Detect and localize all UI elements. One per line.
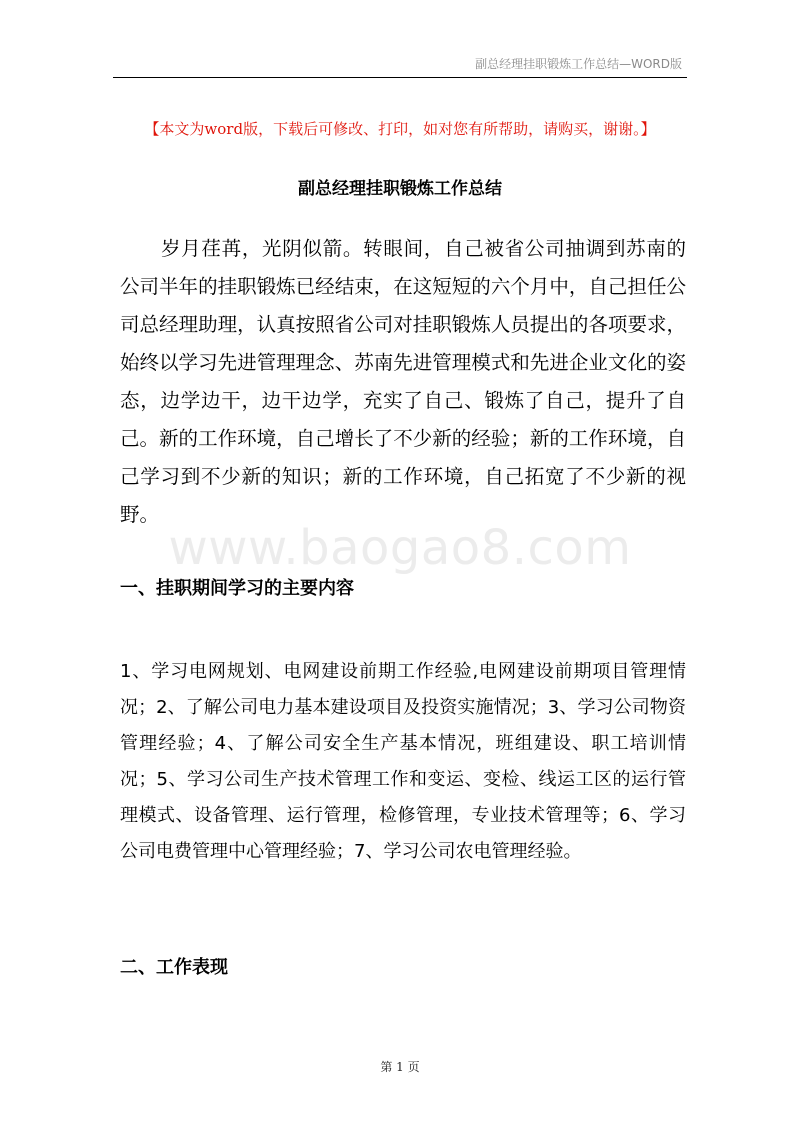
header-divider	[113, 77, 687, 78]
site-watermark: www.baogao8.com	[168, 520, 632, 576]
section-heading-study: 一、挂职期间学习的主要内容	[120, 578, 354, 599]
section-heading-performance: 二、工作表现	[120, 957, 228, 978]
page-number: 第 1 页	[380, 1060, 420, 1074]
study-content-paragraph: 1、学习电网规划、电网建设前期工作经验,电网建设前期项目管理情况；2、了解公司电力基本建设项目及投资实施情况；3、学习公司物资管理经验；4、了解公司安全生产基本情况，班组建设、职工培训情况；5、学习公司生产技术管理工作和变运、变检、线运工区的运行管理模式、设备管理、运行管理，检修管理，专业技术管理等；6、学习公司电费管理中心管理经验；7、学习公司农电管理经验。	[120, 661, 686, 862]
running-header: 副总经理挂职锻炼工作总结—WORD版	[475, 57, 682, 71]
intro-paragraph: 岁月荏苒，光阴似箭。转眼间，自己被省公司抽调到苏南的公司半年的挂职锻炼已经结束，在这短短的六个月中，自己担任公司总经理助理，认真按照省公司对挂职锻炼人员提出的各项要求，始终以学习先进管理理念、苏南先进管理模式和先进企业文化的姿态，边学边干，边干边学，充实了自己、锻炼了自己，提升了自己。新的工作环境，自己增长了不少新的经验；新的工作环境，自己学习到不少新的知识；新的工作环境，自己拓宽了不少新的视野。	[120, 237, 686, 526]
document-title: 副总经理挂职锻炼工作总结	[298, 179, 502, 199]
purchase-notice: 【本文为word版，下载后可修改、打印，如对您有所帮助，请购买，谢谢。】	[144, 120, 656, 138]
